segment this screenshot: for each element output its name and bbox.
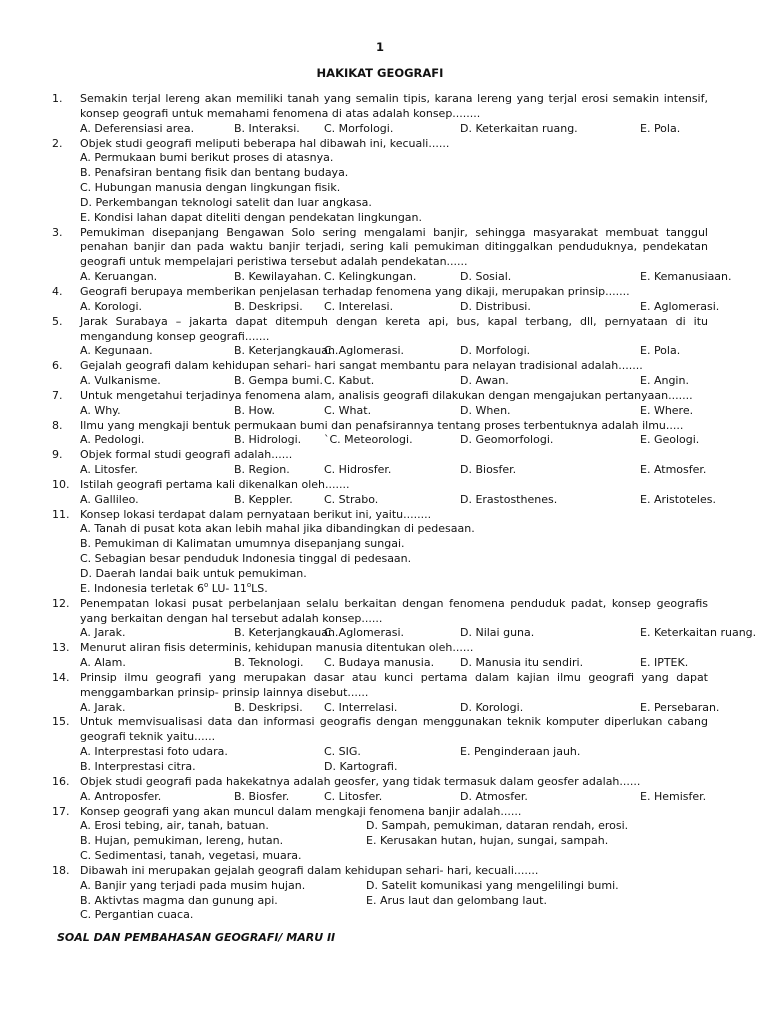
option-row	[80, 908, 708, 923]
question-text: geografi untuk mempelajari peristiwa tersebut adalah pendekatan......	[80, 255, 468, 269]
option-row	[80, 122, 708, 137]
question-text: Objek studi geografi pada hakekatnya adalah geosfer, yang tidak termasuk dalam geosfer adalah......	[80, 774, 641, 788]
question-text: penahan banjir dan pada waktu banjir terjadi, sering kali pemukiman ditinggalkan penduduknya, pendekatan	[80, 240, 708, 254]
answer-option: C. Pergantian cuaca.	[80, 908, 194, 922]
degree-symbol: o	[246, 580, 252, 589]
answer-option: D. Erastosthenes.	[460, 492, 558, 506]
answer-option: B. Interprestasi citra.	[80, 759, 196, 773]
question-text: Objek studi geografi meliputi beberapa hal dibawah ini, kecuali......	[80, 136, 450, 150]
answer-option: B. Biosfer.	[234, 789, 290, 803]
answer-option: D. Korologi.	[460, 700, 524, 714]
option-row	[80, 894, 708, 909]
answer-option: B. Hujan, pemukiman, lereng, hutan.	[80, 834, 284, 848]
option-row	[80, 270, 732, 285]
question-item	[52, 315, 708, 360]
page-number: 1	[375, 40, 384, 54]
answer-option: A. Jarak.	[80, 700, 126, 714]
question-number: 6.	[52, 359, 63, 373]
answer-option: C. Interelasi.	[324, 299, 394, 313]
degree-symbol: o	[203, 580, 209, 589]
option-row	[80, 879, 708, 894]
question-number: 14.	[52, 670, 70, 684]
answer-option: B. Interaksi.	[234, 121, 300, 135]
question-number: 11.	[52, 507, 70, 521]
answer-option: D. Biosfer.	[460, 463, 517, 477]
answer-option: B. Keterjangkauan.	[234, 344, 339, 358]
answer-option: A. Why.	[80, 403, 121, 417]
question-number: 8.	[52, 418, 63, 432]
page-title: HAKIKAT GEOGRAFI	[316, 66, 444, 80]
question-item	[52, 448, 708, 478]
answer-option: D. Perkembangan teknologi satelit dan luar angkasa.	[80, 195, 372, 209]
answer-option: C. Aglomerasi.	[324, 626, 404, 640]
question-text: Semakin terjal lereng akan memiliki tanah yang semalin tipis, karana lereng yang terjal erosi semakin intensif,	[80, 92, 708, 105]
question-number: 12.	[52, 596, 70, 610]
option-row	[80, 299, 720, 315]
answer-option: E. IPTEK.	[640, 656, 689, 670]
answer-option: B. Keterjangkauan.	[234, 626, 339, 640]
answer-option: A. Erosi tebing, air, tanah, batuan.	[80, 819, 269, 833]
question-item	[52, 92, 708, 137]
question-text: Objek formal studi geografi adalah......	[80, 448, 293, 462]
answer-option: D. When.	[460, 403, 511, 417]
question-number: 9.	[52, 448, 63, 462]
option-row	[80, 849, 708, 864]
question-text: Menurut aliran fisis determinis, kehidupan manusia ditentukan oleh......	[80, 641, 474, 655]
answer-option: D. Manusia itu sendiri.	[460, 656, 584, 670]
question-text: Istilah geografi pertama kali dikenalkan oleh.......	[80, 477, 350, 491]
option-row	[80, 819, 708, 834]
answer-option: B. Teknologi.	[234, 656, 304, 670]
answer-option: E. Where.	[640, 403, 694, 417]
question-text: Pemukiman disepanjang Bengawan Solo sering mengalami banjir, sehingga masyarakat membuat tanggul	[80, 225, 708, 239]
answer-option: E. Kerusakan hutan, hujan, sungai, sampah.	[366, 834, 609, 848]
answer-option: E. Penginderaan jauh.	[460, 745, 581, 759]
answer-option: E. Angin.	[640, 374, 689, 388]
question-number: 13.	[52, 641, 70, 655]
question-item	[52, 715, 708, 774]
question-text: Ilmu yang mengkaji bentuk permukaan bumi dan penafsirannya tentang proses terbentuknya adalah ilmu.....	[80, 418, 684, 432]
question-item	[52, 419, 708, 449]
question-item	[52, 359, 708, 389]
answer-option: B. Region.	[234, 463, 290, 477]
question-text: Prinsip ilmu geografi yang merupakan dasar atau kunci pertama dalam kajian ilmu geografi yang dapat	[80, 670, 708, 684]
answer-option: C. Kabut.	[324, 374, 375, 388]
answer-option: D. Kartografi.	[324, 759, 398, 773]
option-row	[80, 492, 716, 508]
answer-option: E. Arus laut dan gelombang laut.	[366, 893, 547, 907]
footer: SOAL DAN PEMBAHASAN GEOGRAFI/ MARU II	[57, 931, 336, 944]
answer-option: A. Jarak.	[80, 626, 126, 640]
answer-option: E. Indonesia terletak 6$^o$ LU- 11$^o$LS.	[80, 580, 268, 595]
question-item	[52, 284, 720, 315]
answer-option: D. Satelit komunikasi yang mengelilingi bumi.	[366, 878, 619, 892]
answer-option: D. Sampah, pemukiman, dataran rendah, erosi.	[366, 819, 629, 833]
question-item	[52, 477, 716, 508]
answer-option: B. Hidrologi.	[234, 433, 302, 447]
question-text: Geografi berupaya memberikan penjelasan terhadap fenomena yang dikaji, merupakan prinsip.......	[80, 284, 630, 298]
answer-option: B. Pemukiman di Kalimatan umumnya disepanjang sungai.	[80, 537, 405, 551]
question-text: Jarak Surabaya – jakarta dapat ditempuh dengan kereta api, bus, kapal terbang, dll, pernyataan di itu	[80, 314, 708, 328]
question-number: 17.	[52, 804, 70, 818]
answer-option: A. Keruangan.	[80, 270, 158, 284]
answer-option: D. Keterkaitan ruang.	[460, 121, 578, 135]
question-text: Dibawah ini merupakan gejalah geografi dalam kehidupan sehari- hari, kecuali.......	[80, 863, 539, 877]
answer-option: C. Hidrosfer.	[324, 463, 392, 477]
answer-option: E. Kemanusiaan.	[640, 270, 732, 284]
answer-option: E. Pola.	[640, 344, 681, 358]
answer-option: `C. Meteorologi.	[324, 433, 413, 447]
question-number: 1.	[52, 92, 63, 105]
answer-option: C. Interrelasi.	[324, 700, 398, 714]
option-row	[80, 745, 708, 760]
question-text: konsep geografi untuk memahami fenomena di atas adalah konsep........	[80, 106, 481, 120]
question-item	[52, 596, 757, 642]
answer-option: B. Deskripsi.	[234, 299, 303, 313]
answer-option: D. Distribusi.	[460, 299, 531, 313]
question-text: Penempatan lokasi pusat perbelanjaan selalu berkaitan dengan fenomena penduduk padat, konsep geografis	[80, 596, 708, 610]
answer-option: C. Aglomerasi.	[324, 344, 404, 358]
answer-option: D. Awan.	[460, 374, 509, 388]
question-number: 10.	[52, 477, 70, 491]
answer-option: B. Aktivtas magma dan gunung api.	[80, 893, 278, 907]
question-text: Untuk mengetahui terjadinya fenomena alam, analisis geografi dilakukan dengan mengajukan pertanyaan.......	[80, 388, 693, 402]
answer-option: C. SIG.	[324, 745, 361, 759]
answer-option: A. Tanah di pusat kota akan lebih mahal jika dibandingkan di pedesaan.	[80, 522, 475, 536]
answer-option: D. Atmosfer.	[460, 789, 528, 803]
answer-option: E. Hemisfer.	[640, 789, 707, 803]
answer-option: D. Nilai guna.	[460, 626, 535, 640]
question-number: 7.	[52, 388, 63, 402]
answer-option: D. Morfologi.	[460, 344, 531, 358]
question-item	[52, 775, 708, 805]
answer-option: E. Geologi.	[640, 433, 700, 447]
option-row	[80, 433, 708, 448]
option-row	[80, 790, 708, 805]
question-item	[52, 670, 720, 716]
option-row	[80, 834, 708, 849]
answer-option: A. Permukaan bumi berikut proses di atasnya.	[80, 151, 334, 165]
answer-option: A. Banjir yang terjadi pada musim hujan.	[80, 878, 306, 892]
answer-option: D. Daerah landai baik untuk pemukiman.	[80, 567, 307, 580]
answer-option: E. Aristoteles.	[640, 492, 716, 506]
answer-option: C. Sebagian besar penduduk Indonesia tinggal di pedesaan.	[80, 552, 412, 566]
question-text: Untuk memvisualisasi data dan informasi geografis dengan menggunakan teknik komputer diperlukan cabang	[80, 715, 708, 729]
answer-option: A. Gallileo.	[80, 492, 139, 506]
answer-option: B. How.	[234, 403, 276, 417]
question-item	[52, 389, 708, 419]
answer-option: C. Kelingkungan.	[324, 270, 417, 284]
question-number: 3.	[52, 225, 63, 239]
question-text: geografi teknik yaitu......	[80, 730, 216, 744]
answer-option: B. Gempa bumi.	[234, 374, 323, 388]
answer-option: A. Litosfer.	[80, 463, 138, 477]
answer-option: B. Deskripsi.	[234, 700, 303, 714]
answer-option: A. Interprestasi foto udara.	[80, 745, 228, 759]
answer-option: B. Keppler.	[234, 492, 293, 506]
question-item	[52, 137, 708, 226]
answer-option: D. Sosial.	[460, 270, 512, 284]
option-row	[80, 656, 708, 671]
option-row	[80, 760, 708, 775]
answer-option: C. Hubungan manusia dengan lingkungan fisik.	[80, 181, 341, 195]
option-row	[80, 626, 757, 641]
answer-option: E. Aglomerasi.	[640, 299, 720, 313]
question-text: mengandung konsep geografi.......	[80, 329, 270, 343]
question-number: 18.	[52, 863, 70, 877]
question-number: 5.	[52, 314, 63, 328]
option-row	[80, 463, 708, 478]
question-text: menggambarkan prinsip- prinsip lainnya disebut......	[80, 685, 369, 699]
answer-option: C. Strabo.	[324, 492, 379, 506]
answer-option: A. Vulkanisme.	[80, 374, 161, 388]
question-item	[52, 508, 708, 597]
option-row	[80, 404, 708, 419]
answer-option: E. Persebaran.	[640, 700, 720, 714]
answer-option: A. Deferensiasi area.	[80, 121, 195, 135]
option-row	[80, 700, 720, 716]
answer-option: E. Keterkaitan ruang.	[640, 626, 757, 640]
question-item	[52, 225, 732, 285]
answer-option: A. Korologi.	[80, 299, 143, 313]
option-row	[80, 344, 708, 359]
answer-option: C. Budaya manusia.	[324, 656, 435, 670]
question-number: 2.	[52, 136, 63, 150]
answer-option: D. Geomorfologi.	[460, 433, 554, 447]
question-list	[52, 92, 757, 923]
answer-option: C. Morfologi.	[324, 121, 394, 135]
answer-option: B. Kewilayahan.	[234, 270, 322, 284]
answer-option: E. Kondisi lahan dapat diteliti dengan pendekatan lingkungan.	[80, 210, 423, 224]
answer-option: A. Pedologi.	[80, 433, 145, 447]
answer-option: E. Atmosfer.	[640, 463, 707, 477]
question-item	[52, 864, 708, 923]
question-number: 16.	[52, 774, 70, 788]
question-number: 4.	[52, 284, 63, 298]
question-text: yang berkaitan dengan hal tersebut adalah konsep......	[80, 611, 383, 625]
question-text: Konsep lokasi terdapat dalam pernyataan berikut ini, yaitu........	[80, 507, 432, 521]
answer-option: E. Pola.	[640, 121, 681, 135]
answer-option: C. Sedimentasi, tanah, vegetasi, muara.	[80, 849, 302, 863]
question-text: Gejalah geografi dalam kehidupan sehari- hari sangat membantu para nelayan tradisional adalah.......	[80, 359, 643, 373]
question-text: Konsep geografi yang akan muncul dalam mengkaji fenomena banjir adalah......	[80, 804, 522, 818]
option-row	[80, 374, 708, 389]
question-item	[52, 805, 708, 864]
answer-option: C. What.	[324, 403, 372, 417]
answer-option: C. Litosfer.	[324, 789, 383, 803]
answer-option: B. Penafsiran bentang fisik dan bentang budaya.	[80, 166, 349, 180]
question-item	[52, 641, 708, 671]
answer-option: A. Alam.	[80, 656, 126, 670]
answer-option: A. Antroposfer.	[80, 789, 162, 803]
answer-option: A. Kegunaan.	[80, 344, 153, 358]
question-number: 15.	[52, 715, 70, 729]
